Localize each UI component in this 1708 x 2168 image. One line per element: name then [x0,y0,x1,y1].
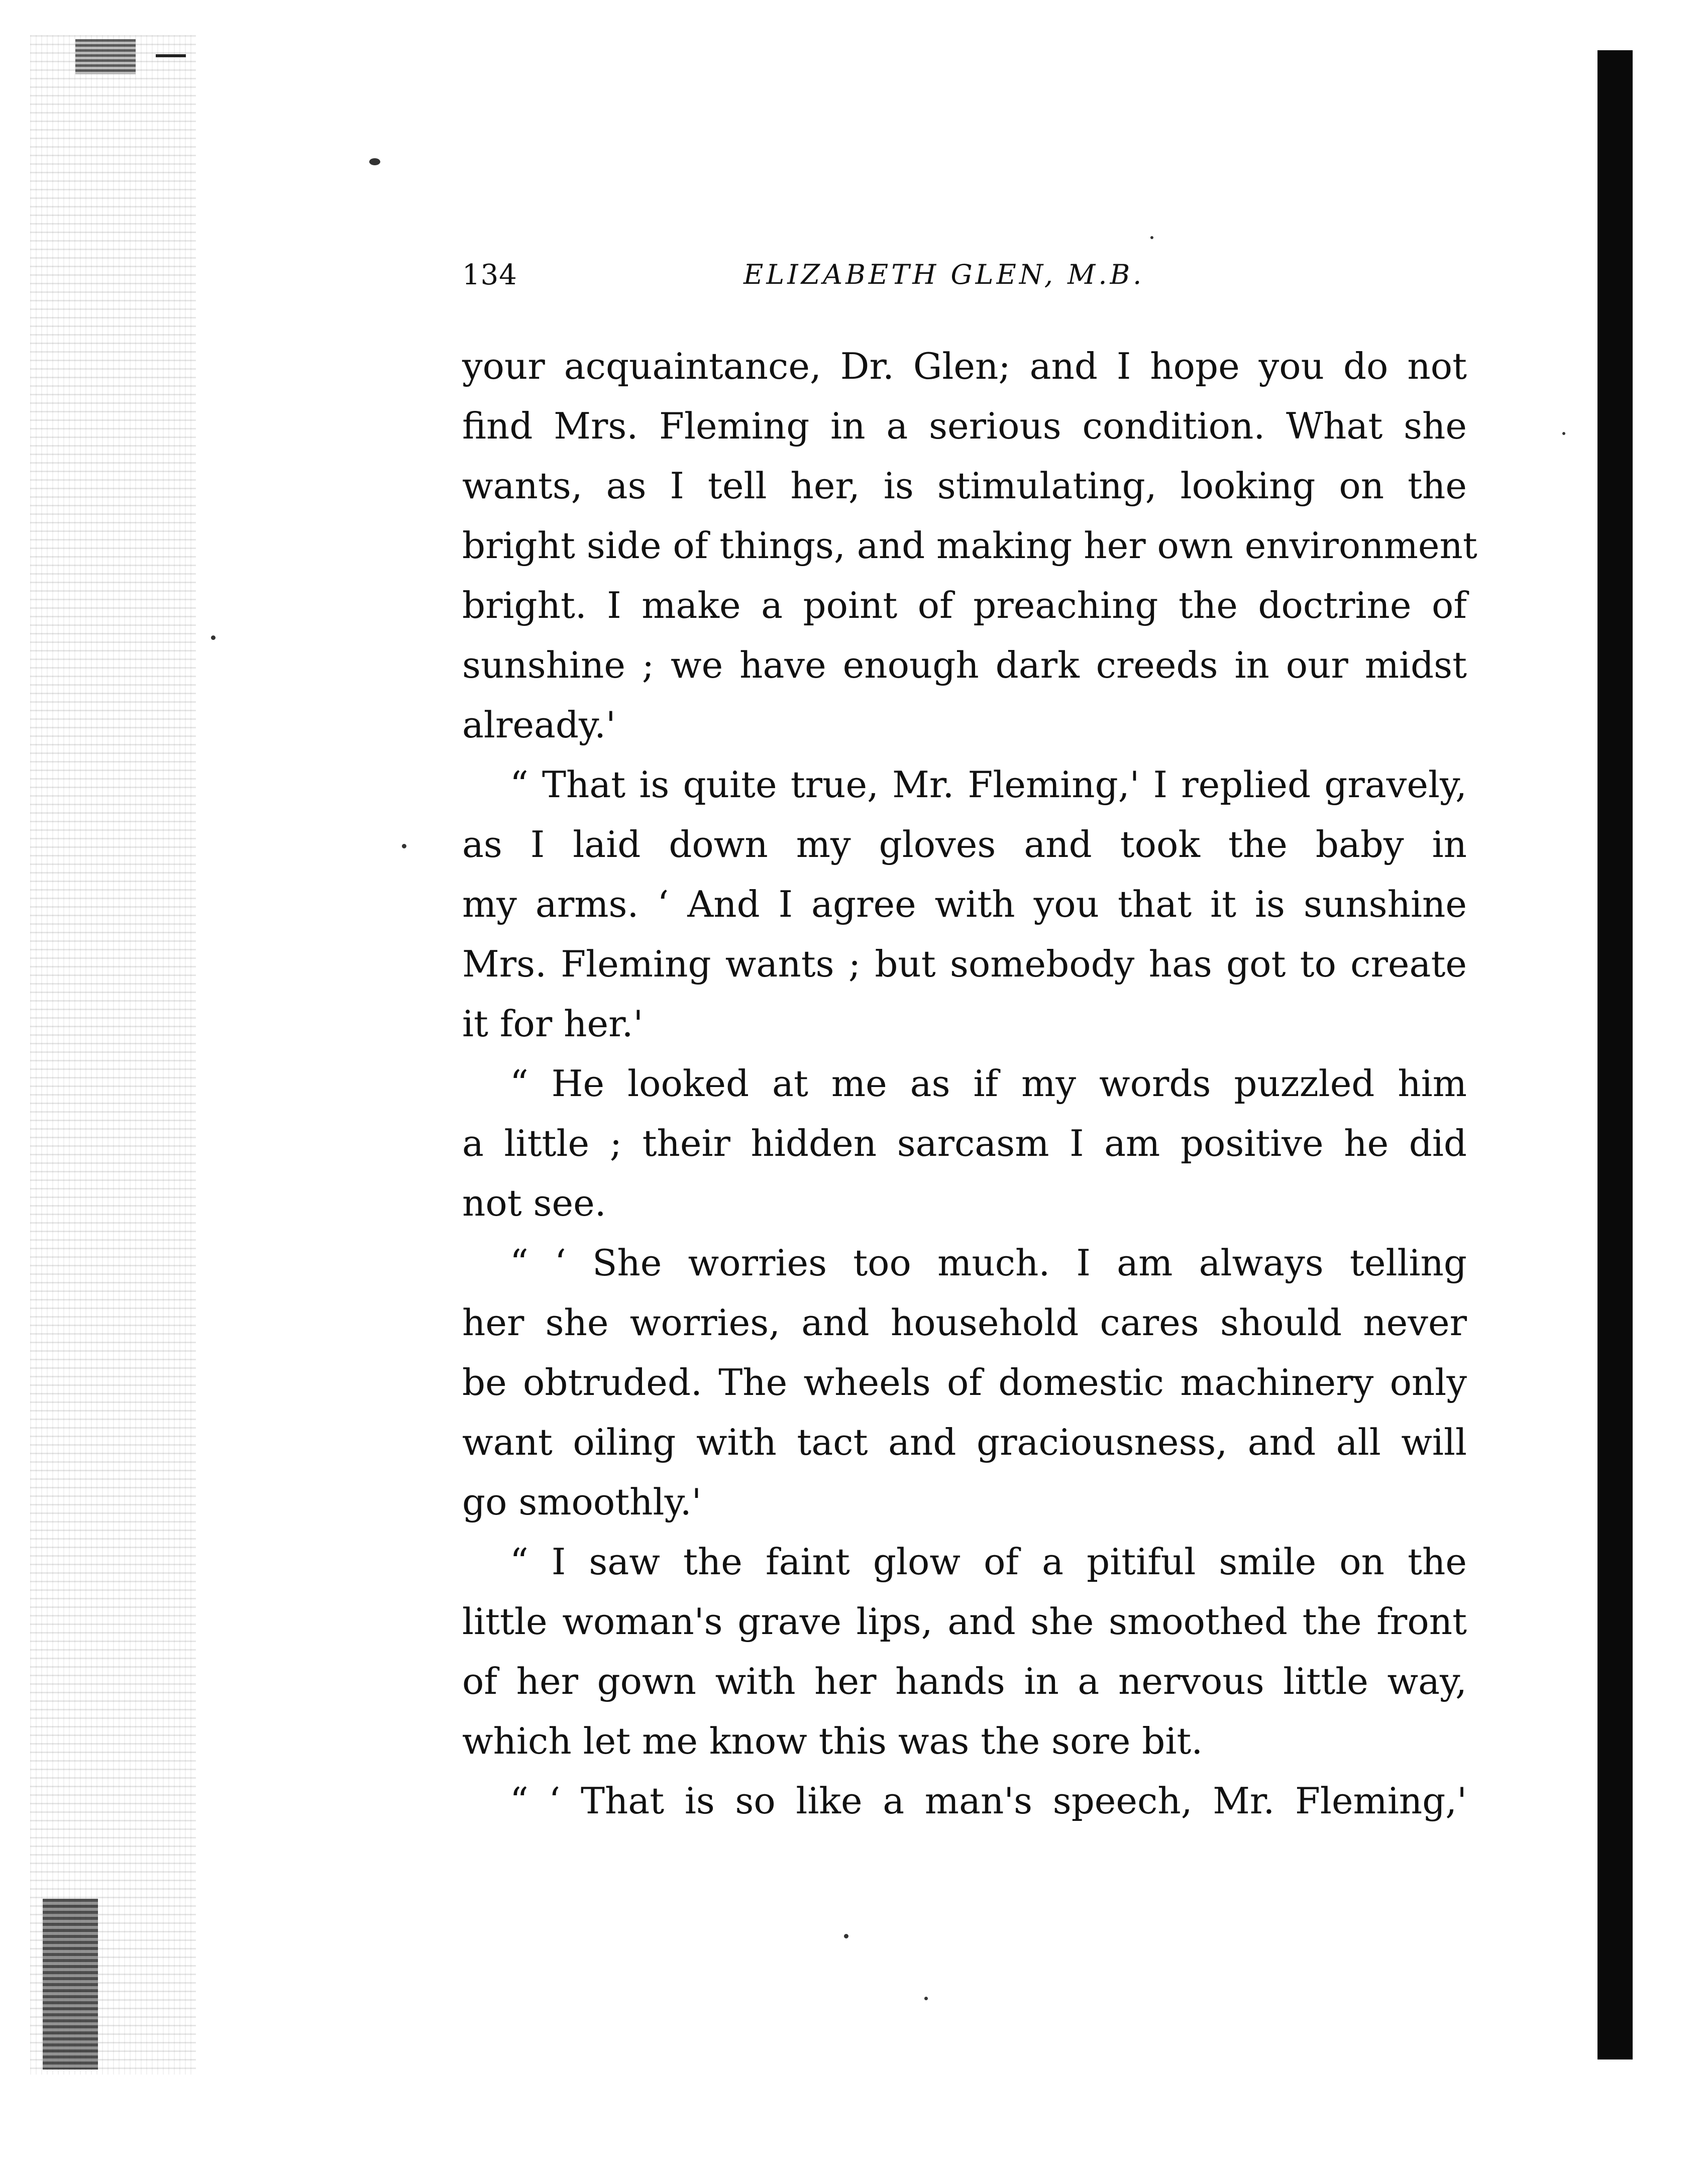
ink-speck [844,1934,848,1938]
text-line: which let me know this was the sore bit. [462,1720,1203,1762]
text-line: a little ; their hidden sarcasm I am positive he did [462,1122,1467,1164]
ink-speck [369,158,380,165]
text-line: your acquaintance, Dr. Glen; and I hope you do not [462,345,1467,387]
text-line: my arms. ‘ And I agree with you that it is sunshine [462,883,1467,925]
text-line: bright. I make a point of preaching the doctrine of [462,584,1467,626]
ink-speck [402,844,406,848]
body-text [462,337,1477,1831]
ink-speck [1562,432,1565,435]
text-line: her she worries, and household cares should never [462,1302,1467,1344]
text-line: “ ‘ That is so like a man's speech, Mr. Fleming,' [510,1780,1467,1822]
text-line: “ That is quite true, Mr. Fleming,' I replied gravely, [510,764,1467,806]
ink-speck [1150,236,1153,239]
text-line: sunshine ; we have enough dark creeds in our midst [462,644,1467,686]
text-line: find Mrs. Fleming in a serious condition. What she [462,405,1467,447]
text-line: bright side of things, and making her own environment [462,524,1477,567]
text-line: as I laid down my gloves and took the baby in [462,823,1467,865]
text-line: “ I saw the faint glow of a pitiful smile on the [510,1541,1467,1583]
text-line: little woman's grave lips, and she smoothed the front [462,1600,1467,1643]
binding-mark-top [75,39,136,74]
text-line: not see. [462,1182,606,1224]
text-line: it for her.' [462,1003,644,1045]
text-line: “ He looked at me as if my words puzzled him [510,1062,1467,1105]
binding-mark-bottom [43,1899,98,2070]
page-number: 134 [462,259,517,291]
ink-speck [924,1997,928,2000]
binding-edge-noise [30,35,196,2075]
text-line: be obtruded. The wheels of domestic machinery only [462,1361,1467,1403]
text-line: go smoothly.' [462,1481,702,1523]
right-edge-bar [1597,50,1633,2059]
text-line: of her gown with her hands in a nervous little way, [462,1660,1467,1702]
binding-dash-mark [156,54,186,57]
ink-speck [211,635,216,640]
running-title: ELIZABETH GLEN, M.B. [743,259,1145,290]
running-header [462,259,1482,304]
text-line: “ ‘ She worries too much. I am always telling [510,1242,1467,1284]
text-line: want oiling with tact and graciousness, and all will [462,1421,1467,1463]
text-line: Mrs. Fleming wants ; but somebody has got to create [462,943,1467,985]
text-line: wants, as I tell her, is stimulating, looking on the [462,465,1467,507]
text-line: already.' [462,704,616,746]
